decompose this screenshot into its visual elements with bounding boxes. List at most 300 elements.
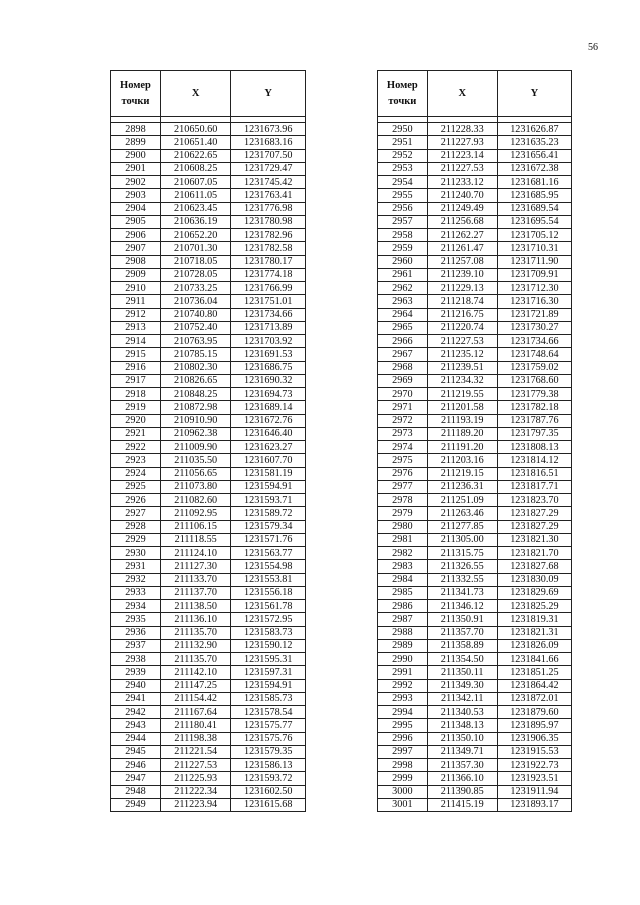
y-coordinate: 1231561.78: [231, 600, 306, 613]
point-number: 2905: [111, 215, 161, 228]
x-coordinate: 211223.94: [160, 798, 230, 811]
x-coordinate: 211326.55: [427, 560, 497, 573]
y-coordinate: 1231626.87: [497, 123, 571, 136]
point-number: 3000: [378, 785, 428, 798]
table-row: [111, 706, 306, 719]
x-coordinate: 211357.30: [427, 759, 497, 772]
y-coordinate: 1231575.76: [231, 732, 306, 745]
point-number: 2989: [378, 639, 428, 652]
y-coordinate: 1231572.95: [231, 613, 306, 626]
point-number: 2934: [111, 600, 161, 613]
table-row: [111, 639, 306, 652]
point-number: 2965: [378, 321, 428, 334]
x-coordinate: 211315.75: [427, 547, 497, 560]
x-coordinate: 211201.58: [427, 401, 497, 414]
point-number: 2993: [378, 692, 428, 705]
x-coordinate: 210608.25: [160, 162, 230, 175]
y-coordinate: 1231571.76: [231, 533, 306, 546]
y-coordinate: 1231656.41: [497, 149, 571, 162]
table-row: [111, 626, 306, 639]
x-coordinate: 211357.70: [427, 626, 497, 639]
x-coordinate: 211082.60: [160, 494, 230, 507]
table-row: [378, 547, 572, 560]
x-coordinate: 211142.10: [160, 666, 230, 679]
point-number: 2904: [111, 202, 161, 215]
table-row: [378, 308, 572, 321]
point-number: 2959: [378, 242, 428, 255]
point-number: 2917: [111, 374, 161, 387]
y-coordinate: 1231895.97: [497, 719, 571, 732]
x-coordinate: 210728.05: [160, 268, 230, 281]
point-number: 2945: [111, 745, 161, 758]
table-row: [111, 719, 306, 732]
table-row: [111, 692, 306, 705]
point-number: 2928: [111, 520, 161, 533]
point-number: 2987: [378, 613, 428, 626]
point-number: 2943: [111, 719, 161, 732]
y-coordinate: 1231730.27: [497, 321, 571, 334]
header-x: X: [427, 71, 497, 117]
table-row: [111, 215, 306, 228]
x-coordinate: 211227.53: [160, 759, 230, 772]
y-coordinate: 1231817.71: [497, 480, 571, 493]
x-coordinate: 210652.20: [160, 229, 230, 242]
point-number: 2906: [111, 229, 161, 242]
table-row: [111, 348, 306, 361]
table-row: [378, 507, 572, 520]
y-coordinate: 1231646.40: [231, 427, 306, 440]
point-number: 2969: [378, 374, 428, 387]
point-number: 2952: [378, 149, 428, 162]
table-row: [378, 427, 572, 440]
point-number: 2988: [378, 626, 428, 639]
y-coordinate: 1231782.18: [497, 401, 571, 414]
table-row: [111, 136, 306, 149]
y-coordinate: 1231623.27: [231, 441, 306, 454]
table-row: [111, 202, 306, 215]
point-number: 2914: [111, 335, 161, 348]
table-row: [111, 732, 306, 745]
y-coordinate: 1231553.81: [231, 573, 306, 586]
table-row: [111, 374, 306, 387]
x-coordinate: 211106.15: [160, 520, 230, 533]
point-number: 2951: [378, 136, 428, 149]
y-coordinate: 1231759.02: [497, 361, 571, 374]
y-coordinate: 1231841.66: [497, 653, 571, 666]
x-coordinate: 211354.50: [427, 653, 497, 666]
point-number: 2984: [378, 573, 428, 586]
header-y: Y: [497, 71, 571, 117]
x-coordinate: 211227.53: [427, 162, 497, 175]
y-coordinate: 1231751.01: [231, 295, 306, 308]
table-row: [378, 626, 572, 639]
y-coordinate: 1231672.76: [231, 414, 306, 427]
table-row: [111, 600, 306, 613]
y-coordinate: 1231583.73: [231, 626, 306, 639]
x-coordinate: 211390.85: [427, 785, 497, 798]
table-row: [378, 560, 572, 573]
point-number: 2947: [111, 772, 161, 785]
point-number: 2916: [111, 361, 161, 374]
header-point: Номер точки: [111, 71, 161, 117]
y-coordinate: 1231864.42: [497, 679, 571, 692]
x-coordinate: 210740.80: [160, 308, 230, 321]
x-coordinate: 210651.40: [160, 136, 230, 149]
table-row: [111, 454, 306, 467]
point-number: 2973: [378, 427, 428, 440]
x-coordinate: 211239.10: [427, 268, 497, 281]
x-coordinate: 211132.90: [160, 639, 230, 652]
table-row: [111, 268, 306, 281]
table-row: [378, 613, 572, 626]
table-row: [111, 679, 306, 692]
point-number: 3001: [378, 798, 428, 811]
table-row: [378, 454, 572, 467]
y-coordinate: 1231827.29: [497, 507, 571, 520]
y-coordinate: 1231745.42: [231, 176, 306, 189]
x-coordinate: 210848.25: [160, 388, 230, 401]
point-number: 2985: [378, 586, 428, 599]
y-coordinate: 1231690.32: [231, 374, 306, 387]
x-coordinate: 211358.89: [427, 639, 497, 652]
point-number: 2925: [111, 480, 161, 493]
x-coordinate: 211009.90: [160, 441, 230, 454]
table-row: [378, 282, 572, 295]
x-coordinate: 210802.30: [160, 361, 230, 374]
x-coordinate: 211277.85: [427, 520, 497, 533]
y-coordinate: 1231703.92: [231, 335, 306, 348]
header-point: Номер точки: [378, 71, 428, 117]
y-coordinate: 1231763.41: [231, 189, 306, 202]
y-coordinate: 1231829.69: [497, 586, 571, 599]
table-row: [111, 507, 306, 520]
point-number: 2927: [111, 507, 161, 520]
y-coordinate: 1231597.31: [231, 666, 306, 679]
table-row: [378, 229, 572, 242]
point-number: 2977: [378, 480, 428, 493]
x-coordinate: 211219.15: [427, 467, 497, 480]
point-number: 2931: [111, 560, 161, 573]
table-row: [378, 772, 572, 785]
y-coordinate: 1231922.73: [497, 759, 571, 772]
y-coordinate: 1231685.95: [497, 189, 571, 202]
coordinates-table-left: [110, 70, 306, 812]
y-coordinate: 1231579.35: [231, 745, 306, 758]
point-number: 2979: [378, 507, 428, 520]
x-coordinate: 211222.34: [160, 785, 230, 798]
y-coordinate: 1231872.01: [497, 692, 571, 705]
y-coordinate: 1231780.17: [231, 255, 306, 268]
y-coordinate: 1231821.70: [497, 547, 571, 560]
y-coordinate: 1231779.38: [497, 388, 571, 401]
y-coordinate: 1231711.90: [497, 255, 571, 268]
x-coordinate: 211256.68: [427, 215, 497, 228]
table-row: [111, 149, 306, 162]
point-number: 2922: [111, 441, 161, 454]
table-row: [111, 666, 306, 679]
point-number: 2933: [111, 586, 161, 599]
point-number: 2962: [378, 282, 428, 295]
y-coordinate: 1231689.54: [497, 202, 571, 215]
point-number: 2986: [378, 600, 428, 613]
x-coordinate: 211229.13: [427, 282, 497, 295]
x-coordinate: 211342.11: [427, 692, 497, 705]
y-coordinate: 1231554.98: [231, 560, 306, 573]
point-number: 2975: [378, 454, 428, 467]
x-coordinate: 210622.65: [160, 149, 230, 162]
table-row: [111, 759, 306, 772]
point-number: 2901: [111, 162, 161, 175]
table-row: [378, 335, 572, 348]
y-coordinate: 1231851.25: [497, 666, 571, 679]
x-coordinate: 211216.75: [427, 308, 497, 321]
table-row: [378, 533, 572, 546]
table-row: [111, 441, 306, 454]
y-coordinate: 1231691.53: [231, 348, 306, 361]
point-number: 2915: [111, 348, 161, 361]
y-coordinate: 1231585.73: [231, 692, 306, 705]
x-coordinate: 211167.64: [160, 706, 230, 719]
point-number: 2935: [111, 613, 161, 626]
x-coordinate: 210785.15: [160, 348, 230, 361]
y-coordinate: 1231808.13: [497, 441, 571, 454]
x-coordinate: 211147.25: [160, 679, 230, 692]
point-number: 2966: [378, 335, 428, 348]
table-row: [378, 666, 572, 679]
x-coordinate: 211350.91: [427, 613, 497, 626]
x-coordinate: 211349.30: [427, 679, 497, 692]
x-coordinate: 211137.70: [160, 586, 230, 599]
x-coordinate: 210701.30: [160, 242, 230, 255]
table-row: [378, 388, 572, 401]
x-coordinate: 211233.12: [427, 176, 497, 189]
table-row: [111, 295, 306, 308]
x-coordinate: 211135.70: [160, 653, 230, 666]
y-coordinate: 1231712.30: [497, 282, 571, 295]
x-coordinate: 211240.70: [427, 189, 497, 202]
x-coordinate: 210607.05: [160, 176, 230, 189]
x-coordinate: 211305.00: [427, 533, 497, 546]
y-coordinate: 1231780.98: [231, 215, 306, 228]
point-number: 2924: [111, 467, 161, 480]
point-number: 2958: [378, 229, 428, 242]
y-coordinate: 1231734.66: [231, 308, 306, 321]
x-coordinate: 211249.49: [427, 202, 497, 215]
point-number: 2981: [378, 533, 428, 546]
x-coordinate: 211138.50: [160, 600, 230, 613]
point-number: 2938: [111, 653, 161, 666]
coordinates-table-right: [377, 70, 572, 812]
table-row: [111, 533, 306, 546]
y-coordinate: 1231593.72: [231, 772, 306, 785]
y-coordinate: 1231607.70: [231, 454, 306, 467]
y-coordinate: 1231823.70: [497, 494, 571, 507]
point-number: 2992: [378, 679, 428, 692]
table-row: [378, 321, 572, 334]
table-row: [111, 613, 306, 626]
table-row: [378, 745, 572, 758]
x-coordinate: 211218.74: [427, 295, 497, 308]
table-row: [111, 520, 306, 533]
x-coordinate: 211127.30: [160, 560, 230, 573]
table-row: [378, 480, 572, 493]
y-coordinate: 1231581.19: [231, 467, 306, 480]
y-coordinate: 1231819.31: [497, 613, 571, 626]
table-row: [111, 653, 306, 666]
point-number: 2970: [378, 388, 428, 401]
x-coordinate: 211415.19: [427, 798, 497, 811]
y-coordinate: 1231797.35: [497, 427, 571, 440]
x-coordinate: 210733.25: [160, 282, 230, 295]
point-number: 2972: [378, 414, 428, 427]
table-row: [378, 242, 572, 255]
y-coordinate: 1231821.30: [497, 533, 571, 546]
x-coordinate: 211340.53: [427, 706, 497, 719]
point-number: 2999: [378, 772, 428, 785]
point-number: 2964: [378, 308, 428, 321]
table-row: [111, 785, 306, 798]
table-row: [111, 427, 306, 440]
table-row: [378, 494, 572, 507]
y-coordinate: 1231681.16: [497, 176, 571, 189]
x-coordinate: 211227.53: [427, 335, 497, 348]
x-coordinate: 211346.12: [427, 600, 497, 613]
y-coordinate: 1231694.73: [231, 388, 306, 401]
y-coordinate: 1231615.68: [231, 798, 306, 811]
point-number: 2941: [111, 692, 161, 705]
y-coordinate: 1231827.29: [497, 520, 571, 533]
table-row: [378, 401, 572, 414]
x-coordinate: 211035.50: [160, 454, 230, 467]
table-row: [111, 745, 306, 758]
table-row: [111, 467, 306, 480]
x-coordinate: 211262.27: [427, 229, 497, 242]
x-coordinate: 211191.20: [427, 441, 497, 454]
table-row: [378, 255, 572, 268]
point-number: 2954: [378, 176, 428, 189]
y-coordinate: 1231734.66: [497, 335, 571, 348]
y-coordinate: 1231589.72: [231, 507, 306, 520]
table-row: [378, 123, 572, 136]
point-number: 2932: [111, 573, 161, 586]
point-number: 2955: [378, 189, 428, 202]
table-row: [378, 785, 572, 798]
x-coordinate: 211251.09: [427, 494, 497, 507]
point-number: 2974: [378, 441, 428, 454]
x-coordinate: 211203.16: [427, 454, 497, 467]
x-coordinate: 211073.80: [160, 480, 230, 493]
point-number: 2936: [111, 626, 161, 639]
y-coordinate: 1231578.54: [231, 706, 306, 719]
y-coordinate: 1231893.17: [497, 798, 571, 811]
point-number: 2937: [111, 639, 161, 652]
x-coordinate: 211228.33: [427, 123, 497, 136]
x-coordinate: 211350.10: [427, 732, 497, 745]
point-number: 2976: [378, 467, 428, 480]
x-coordinate: 211118.55: [160, 533, 230, 546]
table-row: [111, 388, 306, 401]
table-row: [378, 215, 572, 228]
table-row: [378, 176, 572, 189]
y-coordinate: 1231827.68: [497, 560, 571, 573]
point-number: 2971: [378, 401, 428, 414]
point-number: 2940: [111, 679, 161, 692]
x-coordinate: 210736.04: [160, 295, 230, 308]
point-number: 2997: [378, 745, 428, 758]
point-number: 2910: [111, 282, 161, 295]
point-number: 2912: [111, 308, 161, 321]
x-coordinate: 211219.55: [427, 388, 497, 401]
x-coordinate: 211234.32: [427, 374, 497, 387]
table-row: [378, 653, 572, 666]
point-number: 2967: [378, 348, 428, 361]
point-number: 2929: [111, 533, 161, 546]
point-number: 2911: [111, 295, 161, 308]
y-coordinate: 1231830.09: [497, 573, 571, 586]
point-number: 2926: [111, 494, 161, 507]
point-number: 2946: [111, 759, 161, 772]
point-number: 2978: [378, 494, 428, 507]
x-coordinate: 211236.31: [427, 480, 497, 493]
point-number: 2930: [111, 547, 161, 560]
x-coordinate: 210763.95: [160, 335, 230, 348]
x-coordinate: 211136.10: [160, 613, 230, 626]
point-number: 2949: [111, 798, 161, 811]
y-coordinate: 1231590.12: [231, 639, 306, 652]
x-coordinate: 211257.08: [427, 255, 497, 268]
table-row: [378, 202, 572, 215]
point-number: 2907: [111, 242, 161, 255]
y-coordinate: 1231766.99: [231, 282, 306, 295]
table-row: [111, 255, 306, 268]
table-row: [111, 242, 306, 255]
table-row: [378, 719, 572, 732]
y-coordinate: 1231716.30: [497, 295, 571, 308]
x-coordinate: 211349.71: [427, 745, 497, 758]
point-number: 2982: [378, 547, 428, 560]
point-number: 2923: [111, 454, 161, 467]
point-number: 2944: [111, 732, 161, 745]
x-coordinate: 211133.70: [160, 573, 230, 586]
table-row: [378, 679, 572, 692]
y-coordinate: 1231689.14: [231, 401, 306, 414]
y-coordinate: 1231683.16: [231, 136, 306, 149]
x-coordinate: 211135.70: [160, 626, 230, 639]
point-number: 2948: [111, 785, 161, 798]
point-number: 2902: [111, 176, 161, 189]
point-number: 2921: [111, 427, 161, 440]
y-coordinate: 1231748.64: [497, 348, 571, 361]
y-coordinate: 1231782.58: [231, 242, 306, 255]
table-row: [111, 560, 306, 573]
x-coordinate: 210718.05: [160, 255, 230, 268]
table-row: [378, 706, 572, 719]
header-x: X: [160, 71, 230, 117]
y-coordinate: 1231579.34: [231, 520, 306, 533]
point-number: 2996: [378, 732, 428, 745]
x-coordinate: 211092.95: [160, 507, 230, 520]
y-coordinate: 1231705.12: [497, 229, 571, 242]
x-coordinate: 211193.19: [427, 414, 497, 427]
x-coordinate: 210650.60: [160, 123, 230, 136]
x-coordinate: 210636.19: [160, 215, 230, 228]
table-row: [378, 520, 572, 533]
table-row: [111, 335, 306, 348]
table-row: [111, 321, 306, 334]
x-coordinate: 211124.10: [160, 547, 230, 560]
point-number: 2956: [378, 202, 428, 215]
point-number: 2913: [111, 321, 161, 334]
